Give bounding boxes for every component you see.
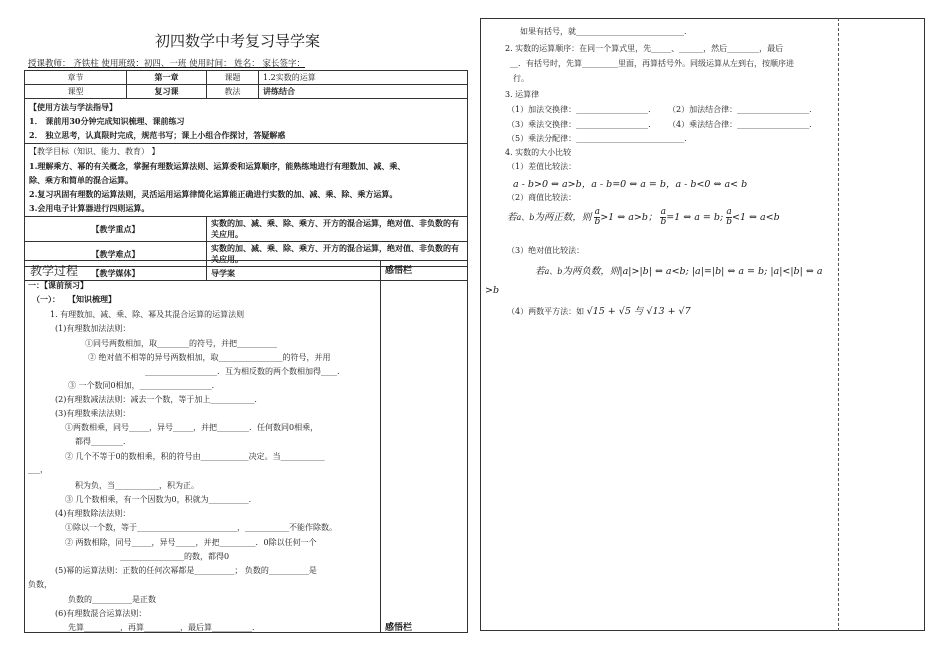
r1: 如果有括号，就___________________________． <box>520 27 692 36</box>
pow-rule-b: 负数， <box>28 580 52 589</box>
usage-title: 【使用方法与学法指导】 <box>29 102 117 112</box>
compare-3-line <box>535 263 823 277</box>
compare-1: （1）差值比较法： <box>507 162 577 171</box>
sub-rule: (2)有理数减法法则：减去一个数，等于加上___________． <box>55 395 263 404</box>
sub1-number: （一）： <box>32 294 60 304</box>
compare-3-mid: 为两负数，则 <box>562 266 620 277</box>
fraction-a-over-b-1: $\frac{a}{b}$ <box>594 207 601 227</box>
difficulty-value: 实数的加、减、乘、除、乘方、开方的混合运算，绝对值、非负数的有关应用。 <box>207 242 468 267</box>
mul-rule-2b: ___， <box>28 465 48 474</box>
r2a: 2. 实数的运算顺序：在同一个算式里，先_____、______，然后________，最后 <box>505 44 784 53</box>
compare-1-formula: a - b>0 ⇔ a>b，a - b=0 ⇔ a = b，a - b<0 ⇔ a< b <box>513 179 748 190</box>
compare-3-formula: |a|>|b| ⇔ a<b; |a|=|b| ⇔ a = b; |a|<|b| ⇔ a <box>619 266 823 277</box>
law-title: 3. 运算律 <box>505 90 540 99</box>
usage-line-2: 2． 独立思考，认真限时完成，规范书写；课上小组合作探讨，答疑解惑 <box>29 130 286 140</box>
compare-title: 4. 实数的大小比较 <box>505 148 572 157</box>
method-value: 讲练结合 <box>259 85 468 99</box>
add-rule-1: ①同号两数相加，取________的符号，并把__________ <box>85 339 277 348</box>
key-points-value: 实数的加、减、乘、除、乘方、开方的混合运算，绝对值、非负数的有关应用。 <box>207 217 468 242</box>
insight-column-title: 感悟栏 <box>385 266 413 276</box>
compare-2-prefix: 若 <box>507 212 517 223</box>
compare-4-label: （4）两数平方法：如 <box>507 307 585 316</box>
preview-heading: 一：【课前预习】 <box>28 280 88 290</box>
doc-title: 初四数学中考复习导学案 <box>155 32 321 50</box>
compare-2: （2）商值比较法： <box>507 193 577 202</box>
teacher-info-line: 授课教师： 齐铁柱 使用班级：初四、一班 使用时间： 姓名： 家长签字： <box>28 59 306 69</box>
add-rule-3: ③ 一个数同0相加，__________________． <box>68 381 220 390</box>
mul-rule-1b: 都得________． <box>75 437 131 446</box>
mix-rule: 先算_________，再算_________，最后算__________． <box>68 623 260 632</box>
compare-3: （3）绝对值比较法： <box>507 246 585 255</box>
mix-title: (6)有理数混合运算法则： <box>55 609 147 618</box>
add-rule-2a: ② 绝对值不相等的异号两数相加，取________________的符号，并用 <box>88 353 331 362</box>
compare-2-r1: >1 ⇔ a>b； <box>600 212 658 223</box>
div-rule-1: ①除以一个数，等于_________________________，___________不能作除数。 <box>65 523 337 532</box>
fraction-a-over-b-2: $\frac{a}{b}$ <box>660 207 667 227</box>
topic-label: 课题 <box>207 71 259 85</box>
media-value: 导学案 <box>207 267 468 281</box>
lesson-type-label: 课型 <box>25 85 127 99</box>
compare-2-ab: a、b <box>516 213 535 222</box>
pow-rule-a: (5)幂的运算法则：正数的任何次幂都是__________； 负数的__________是 <box>55 566 317 575</box>
pow-rule-c: 负数的__________是正数 <box>68 595 156 604</box>
method-label: 教法 <box>207 85 259 99</box>
lesson-type-value: 复习课 <box>127 85 207 99</box>
law-5: （5）乘法分配律：___________________________． <box>507 134 693 143</box>
compare-3-ab: a、b <box>544 267 563 276</box>
law-2: （2）加法结合律：__________________． <box>668 105 818 114</box>
compare-2-formula <box>507 208 780 227</box>
right-insight-divider <box>838 18 839 631</box>
insight-divider <box>380 260 381 633</box>
process-title: 教学过程 <box>30 264 79 278</box>
div-rule-2a: ② 两数相除，同号_____，异号_____，并把_________．0除以任何一个 <box>65 538 317 547</box>
media-label: 【教学媒体】 <box>25 267 207 281</box>
item-1: 1. 有理数加、减、乘、除、幂及其混合运算的运算法则 <box>50 310 245 319</box>
compare-4 <box>507 303 691 317</box>
compare-3-prefix: 若 <box>535 266 545 277</box>
chapter-value: 第一章 <box>127 71 207 85</box>
compare-3-tail: >b <box>485 285 500 296</box>
div-title: (4)有理数除法法则： <box>55 509 131 518</box>
mul-title: (3)有理数乘法法则： <box>55 409 131 418</box>
mul-rule-3: ③ 几个数相乘，有一个因数为0，积就为__________． <box>65 495 257 504</box>
goals-title: 【教学目标（知识、能力、教育） 】 <box>29 147 160 156</box>
r2c: 行。 <box>513 74 529 83</box>
law-4: （4）乘法结合律：__________________． <box>668 120 818 129</box>
key-points-label: 【教学重点】 <box>25 217 207 242</box>
fraction-a-over-b-3: $\frac{a}{b}$ <box>726 207 732 227</box>
mul-rule-1a: ①两数相乘，同号_____，异号_____，并把________．任何数同0相乘， <box>65 423 319 432</box>
sub1-heading: 【知识梳理】 <box>68 294 116 304</box>
compare-2-mid: 为两正数，则 <box>534 212 592 223</box>
topic-value: 1.2实数的运算 <box>259 71 468 85</box>
add-rule-2b: __________________．互为相反数的两个数相加得____． <box>145 367 345 376</box>
mul-rule-2a: ② 几个不等于0的数相乘，积的符号由____________决定。当___________ <box>65 452 325 461</box>
compare-2-r3: <1 ⇔ a<b <box>731 212 780 223</box>
usage-line-1: 1． 课前用30分钟完成知识梳理、课前练习 <box>29 116 185 126</box>
goal-2: 2.复习巩固有理数的运算法则，灵活运用运算律简化运算能正确进行实数的加、减、乘、除、乘方运算。 <box>29 189 398 199</box>
compare-4-formula: √15 + √5 与 √13 + √7 <box>586 306 691 317</box>
add-title: (1)有理数加法法则： <box>55 324 131 333</box>
insight-column-title-bottom: 感悟栏 <box>385 623 413 633</box>
div-rule-2b: ________________的数，都得0 <box>120 552 230 561</box>
difficulty-label: 【教学难点】 <box>25 242 207 267</box>
goal-1a: 1.理解乘方、幂的有关概念，掌握有理数运算法则、运算委和运算顺序，能熟练地进行有理数加、减、乘、 <box>29 161 406 171</box>
goal-3: 3.会用电子计算器进行四则运算。 <box>29 203 150 213</box>
r2b: __．有括号时，先算_________里面，再算括号外。同级运算从左到右，按顺序进 <box>510 59 794 68</box>
info-table <box>24 70 468 281</box>
goal-1b: 除、乘方和简单的混合运算。 <box>29 175 133 185</box>
law-3: （3）乘法交换律：__________________． <box>507 120 657 129</box>
mul-rule-2c: 积为负，当___________，积为正。 <box>75 481 199 490</box>
compare-2-r2: =1 ⇔ a = b; <box>666 212 724 223</box>
chapter-label: 章节 <box>25 71 127 85</box>
law-1: （1）加法交换律：__________________． <box>507 105 657 114</box>
